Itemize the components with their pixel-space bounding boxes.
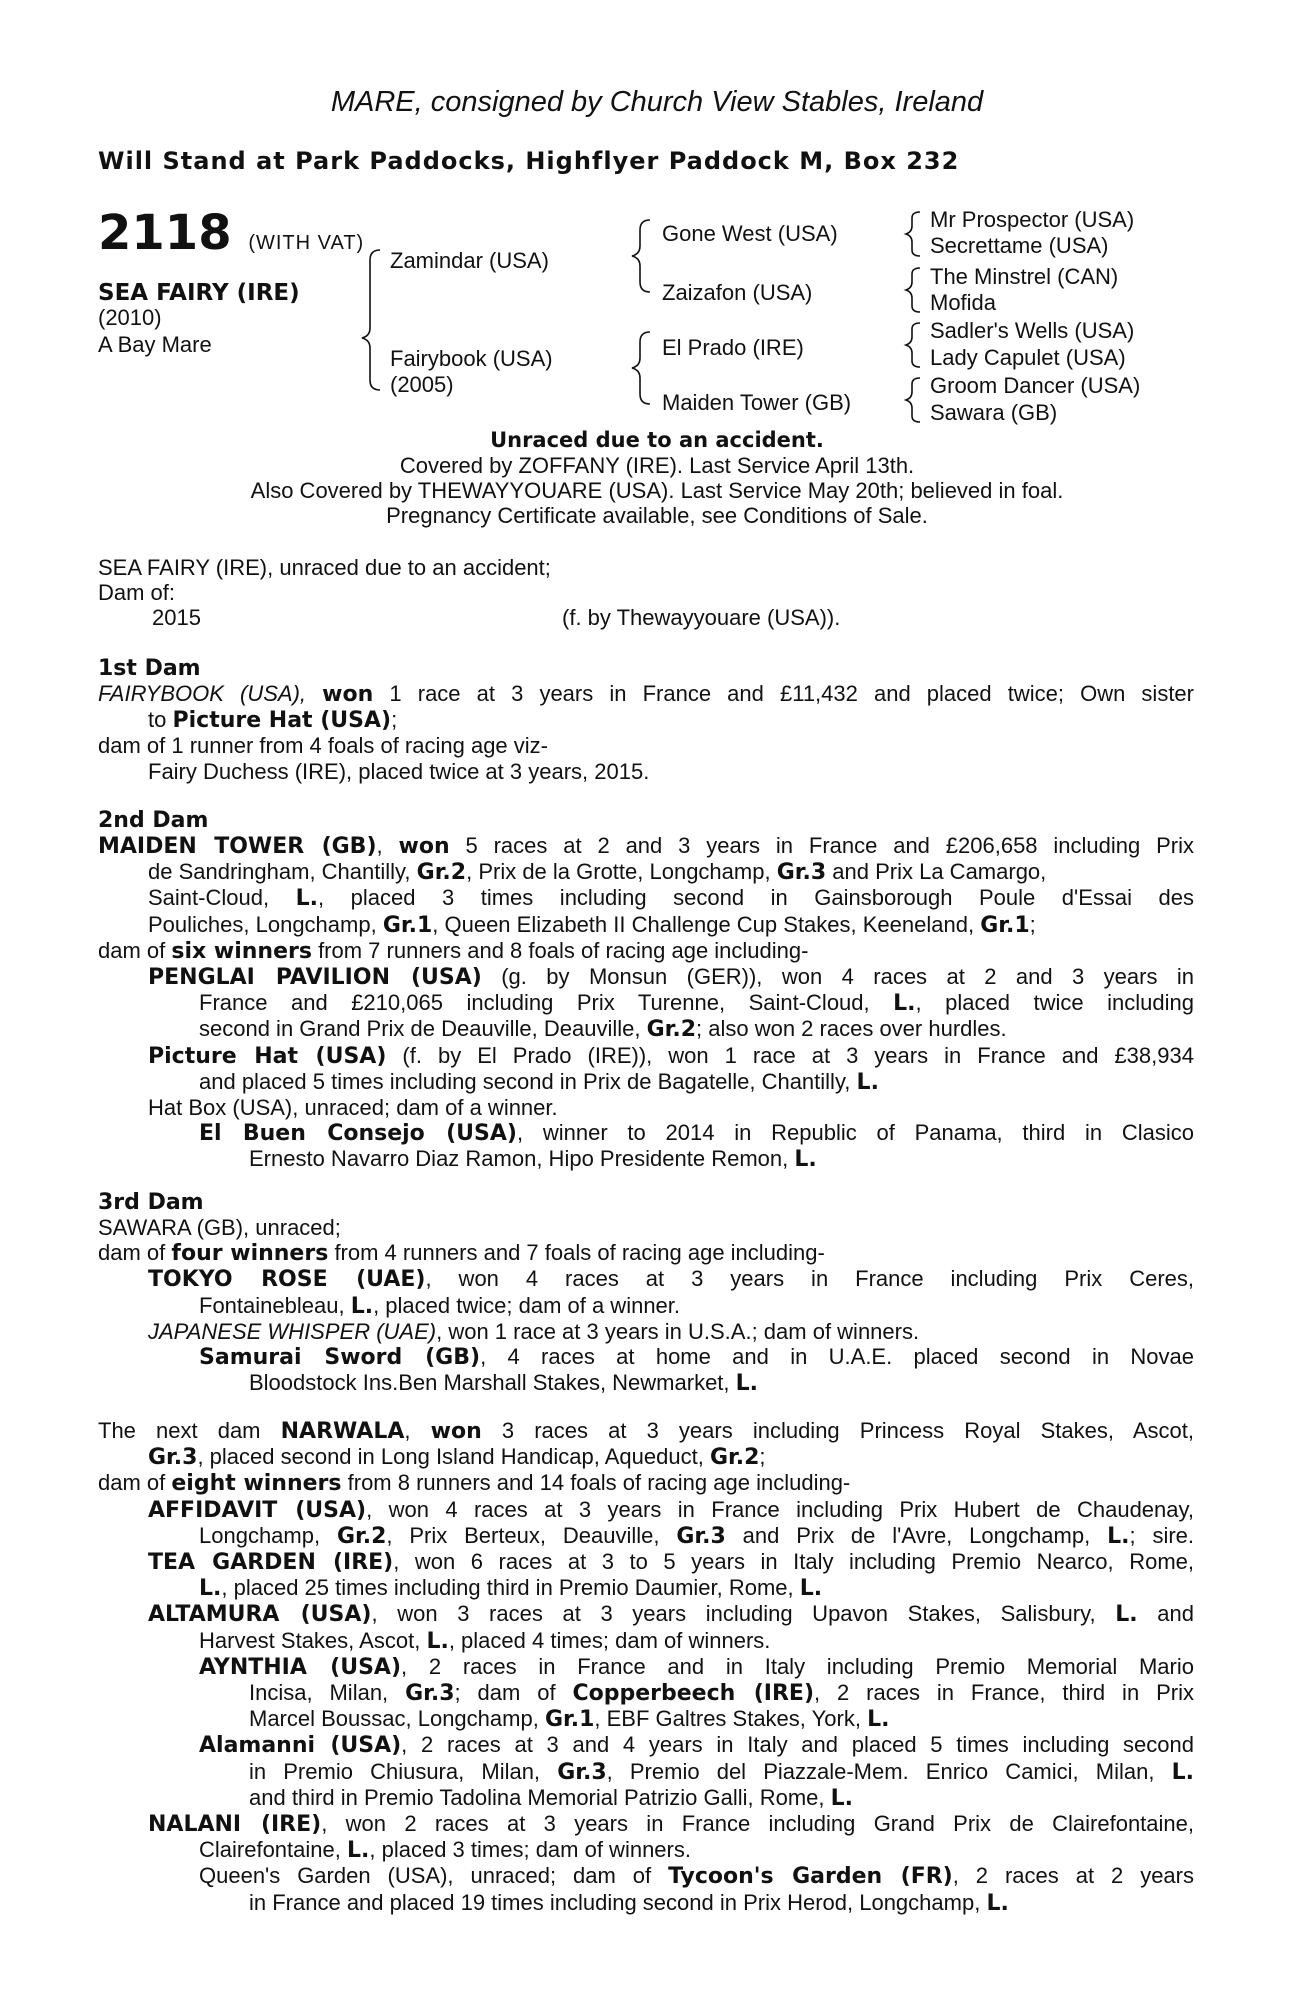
second-dam-line-4 (98, 912, 1194, 938)
sire: Zamindar (USA) (390, 248, 549, 273)
text: dam of (98, 1470, 166, 1496)
progeny-name: El Buen Consejo (USA) (199, 1121, 517, 1147)
text: , Premio del Piazzale-Mem. Enrico Camici, Milan, (606, 1758, 1155, 1784)
text: Fontainebleau, (199, 1292, 345, 1318)
won-label: won (398, 834, 450, 859)
listed: L. (347, 1838, 370, 1864)
text: in Premio Chiusura, Milan, (249, 1758, 541, 1784)
grade: Gr.3 (557, 1759, 607, 1785)
text: and placed 5 times including second in Prix de Bagatelle, Chantilly, (199, 1068, 851, 1094)
progeny-name: AYNTHIA (USA) (199, 1654, 402, 1680)
text: , Prix Berteux, Deauville, (386, 1522, 660, 1548)
consignor-title: MARE, consigned by Church View Stables, Ireland (330, 86, 984, 118)
dam-year: (2005) (390, 372, 454, 397)
text: , Prix de la Grotte, Longchamp, (466, 859, 771, 885)
horse-year: (2010) (98, 305, 162, 330)
sire-sire: Gone West (USA) (662, 221, 838, 246)
text: , won 1 race at 3 years in U.S.A.; dam of winners. (436, 1318, 920, 1344)
tokyo-rose-line-1 (98, 1266, 1194, 1292)
produce-line-2: Dam of: (98, 580, 176, 605)
queens-garden-line-1 (98, 1863, 1194, 1889)
grade: Gr.1 (544, 1707, 595, 1733)
text: Ernesto Navarro Diaz Ramon, Hipo Presidente Remon, (249, 1146, 789, 1172)
text: , 4 races at home and in U.A.E. placed second in Novae (480, 1344, 1194, 1370)
dam-dam: Maiden Tower (GB) (662, 390, 852, 415)
text: , won 4 races at 3 years in France including Prix Ceres, (425, 1266, 1194, 1292)
progeny-name: TOKYO ROSE (UAE) (148, 1267, 426, 1293)
text: ; sire. (1129, 1522, 1195, 1548)
stand-location: Will Stand at Park Paddocks, Highflyer Paddock M, Box 232 (98, 147, 960, 175)
listed: L. (426, 1628, 449, 1654)
listed: L. (199, 1576, 222, 1602)
listed: L. (1115, 1602, 1138, 1628)
text: , Queen Elizabeth II Challenge Cup Stakes, Keeneland, (432, 911, 975, 937)
grade: Gr.3 (148, 1445, 198, 1471)
progeny-name: ALTAMURA (USA) (148, 1602, 372, 1628)
text: , winner to 2014 in Republic of Panama, third in Clasico (516, 1120, 1195, 1146)
second-dam-title: 2nd Dam (98, 808, 209, 833)
alamanni-line-3 (98, 1785, 1194, 1811)
progeny-name: Alamanni (USA) (199, 1733, 402, 1759)
text: , placed 4 times; dam of winners. (448, 1627, 771, 1653)
winners-count: six winners (171, 938, 312, 964)
nalani-line-1 (98, 1811, 1194, 1837)
text: ; dam of (454, 1680, 556, 1706)
grade: Gr.2 (336, 1523, 387, 1549)
covered-note-1: Covered by ZOFFANY (IRE). Last Service April 13th. (399, 453, 915, 478)
punct: ; (759, 1444, 766, 1470)
pregnancy-note: Pregnancy Certificate available, see Conditions of Sale. (386, 503, 928, 528)
race-record: 1 race at 3 years in France and £11,432 and placed twice; Own sister (389, 681, 1194, 706)
text: France and £210,065 including Prix Turenne, Saint-Cloud, (199, 990, 870, 1016)
alamanni-line-1 (98, 1732, 1194, 1758)
first-dam-line-3: dam of 1 runner from 4 foals of racing age viz- (98, 733, 548, 759)
first-dam-line-4: Fairy Duchess (IRE), placed twice at 3 years, 2015. (148, 758, 650, 784)
text: 3 races at 3 years including Princess Royal Stakes, Ascot, (501, 1418, 1195, 1443)
text: second in Grand Prix de Deauville, Deauville, (199, 1016, 641, 1042)
text: , won 4 races at 3 years in France including Prix Hubert de Chaudenay, (366, 1496, 1194, 1522)
listed: L. (830, 1785, 854, 1811)
horse-name: SEA FAIRY (IRE) (98, 280, 300, 306)
horse-description: A Bay Mare (98, 332, 212, 357)
text: Incisa, Milan, (249, 1680, 389, 1706)
text: de Sandringham, Chantilly, (148, 859, 411, 885)
progeny-name: NALANI (IRE) (148, 1812, 322, 1838)
punct: ; (1029, 911, 1036, 937)
aynthia-line-2 (98, 1680, 1194, 1706)
hat-box-line: Hat Box (USA), unraced; dam of a winner. (148, 1095, 558, 1121)
text: from 4 runners and 7 foals of racing age including- (334, 1240, 825, 1266)
text: , placed 3 times; dam of winners. (369, 1837, 691, 1863)
text: dam of (98, 1240, 166, 1266)
text: Bloodstock Ins.Ben Marshall Stakes, Newmarket, (249, 1370, 730, 1396)
produce-line-1: SEA FAIRY (IRE), unraced due to an accident; (98, 555, 551, 580)
text: , won 2 races at 3 years in France including Grand Prix de Clairefontaine, (321, 1811, 1194, 1837)
text: The next dam (98, 1418, 261, 1443)
next-dam-line-1 (98, 1418, 1194, 1444)
ped-dds: Groom Dancer (USA) (930, 373, 1141, 398)
text: , 2 races in France and in Italy including Premio Memorial Mario (401, 1653, 1194, 1679)
third-dam-section (98, 1190, 1194, 1396)
text: from 7 runners and 8 foals of racing age including- (318, 937, 809, 963)
sire-dam: Zaizafon (USA) (662, 280, 813, 305)
punct: ; (391, 707, 398, 733)
listed: L. (856, 1069, 879, 1095)
produce-foal: (f. by Thewayyouare (USA)). (562, 605, 841, 630)
progeny-name: PENGLAI PAVILION (USA) (148, 965, 482, 991)
dam-name: MAIDEN TOWER (GB) (98, 834, 377, 859)
altamura-line-2 (98, 1628, 1194, 1654)
text: from 8 runners and 14 foals of racing age including- (347, 1470, 851, 1496)
unraced-note: Unraced due to an accident. (490, 428, 824, 452)
tea-garden-line-2 (98, 1575, 1194, 1601)
next-dam-section (98, 1418, 1194, 1916)
grade: Gr.2 (709, 1445, 760, 1471)
text: , won 3 races at 3 years including Upavon Stakes, Salisbury, (371, 1601, 1096, 1627)
picture-hat-line-1 (98, 1043, 1194, 1069)
first-dam-line-1 (98, 681, 1194, 707)
first-dam-line-2 (98, 707, 1194, 733)
listed: L. (735, 1371, 759, 1397)
listed: L. (350, 1293, 374, 1319)
second-dam-section (98, 808, 1194, 1173)
winners-count: eight winners (171, 1471, 342, 1497)
penglai-line-2 (98, 990, 1194, 1016)
queens-garden-line-2 (98, 1890, 1194, 1916)
text: Harvest Stakes, Ascot, (199, 1627, 421, 1653)
progeny-name: Samurai Sword (GB) (199, 1345, 481, 1371)
text: , placed 25 times including third in Premio Daumier, Rome, (221, 1575, 794, 1601)
won-label: won (430, 1419, 482, 1444)
ped-sds: The Minstrel (CAN) (930, 264, 1119, 289)
text: , 2 races at 3 and 4 years in Italy and placed 5 times including second (401, 1732, 1195, 1758)
listed: L. (1171, 1759, 1194, 1785)
penglai-line-3 (98, 1016, 1194, 1042)
next-dam-line-3 (98, 1470, 1194, 1496)
to-word: to (148, 707, 167, 733)
dam-name: NARWALA (280, 1419, 405, 1444)
grade: Gr.3 (676, 1523, 726, 1549)
text: and (1157, 1601, 1194, 1627)
grade: Gr.3 (405, 1681, 455, 1707)
text: (f. by El Prado (IRE)), won 1 race at 3 years in France and £38,934 (402, 1042, 1194, 1068)
picture-hat-line-2 (98, 1069, 1194, 1095)
text: , 2 races at 2 years (952, 1863, 1194, 1889)
ped-dsd: Lady Capulet (USA) (930, 345, 1126, 370)
text: Longchamp, (199, 1522, 321, 1548)
listed: L. (867, 1707, 890, 1733)
progeny-name: AFFIDAVIT (USA) (148, 1497, 367, 1523)
text: ; also won 2 races over hurdles. (696, 1016, 1007, 1042)
progeny-name: Tycoon's Garden (FR) (668, 1864, 953, 1890)
samurai-sword-line-2 (98, 1370, 1194, 1396)
second-dam-line-3 (98, 885, 1194, 911)
ped-dss: Sadler's Wells (USA) (930, 318, 1135, 343)
text: and third in Premio Tadolina Memorial Patrizio Galli, Rome, (249, 1784, 825, 1810)
listed: L. (1107, 1523, 1130, 1549)
race-record: 5 races at 2 and 3 years in France and £206,658 including Prix (465, 833, 1194, 858)
dam: Fairybook (USA) (390, 346, 553, 371)
listed: L. (794, 1147, 817, 1173)
lot-number: 2118 (98, 205, 232, 261)
alamanni-line-2 (98, 1759, 1194, 1785)
text: Pouliches, Longchamp, (148, 911, 377, 937)
tokyo-rose-line-2 (98, 1293, 1194, 1319)
won-label: won (322, 682, 374, 707)
text: dam of (98, 937, 166, 963)
text: , 2 races in France, third in Prix (814, 1680, 1194, 1706)
ped-ddd: Sawara (GB) (930, 400, 1058, 425)
ped-sss: Mr Prospector (USA) (930, 207, 1135, 232)
text: Saint-Cloud, (148, 885, 270, 911)
text: Marcel Boussac, Longchamp, (249, 1706, 539, 1732)
listed: L. (986, 1890, 1009, 1916)
text: in France and placed 19 times including second in Prix Herod, Longchamp, (249, 1889, 981, 1915)
progeny-name: TEA GARDEN (IRE) (148, 1550, 394, 1576)
vat-note: (WITH VAT) (248, 232, 365, 254)
text: (g. by Monsun (GER)), won 4 races at 2 and 3 years in (501, 964, 1194, 990)
el-buen-consejo-line-2 (98, 1146, 1194, 1172)
first-dam-section (98, 656, 1194, 784)
listed: L. (295, 886, 318, 912)
tea-garden-line-1 (98, 1549, 1194, 1575)
ped-sdd: Mofida (930, 290, 997, 315)
progeny-name: JAPANESE WHISPER (UAE) (148, 1318, 437, 1344)
text: , placed second in Long Island Handicap, Aqueduct, (197, 1444, 704, 1470)
affidavit-line-2 (98, 1523, 1194, 1549)
first-dam-title: 1st Dam (98, 656, 201, 681)
grade: Gr.1 (980, 912, 1030, 938)
text: , EBF Galtres Stakes, York, (594, 1706, 861, 1732)
ped-ssd: Secrettame (USA) (930, 233, 1109, 258)
el-buen-consejo-line-1 (98, 1120, 1194, 1146)
third-dam-title: 3rd Dam (98, 1190, 204, 1215)
text: Queen's Garden (USA), unraced; dam of (199, 1863, 652, 1889)
text: Clairefontaine, (199, 1837, 341, 1863)
next-dam-line-2 (98, 1444, 1194, 1470)
sister-name: Picture Hat (USA) (172, 708, 392, 734)
dam-sire: El Prado (IRE) (662, 335, 804, 360)
covered-note-2: Also Covered by THEWAYYOUARE (USA). Last Service May 20th; believed in foal. (250, 478, 1064, 503)
dam-name: FAIRYBOOK (USA), (98, 681, 307, 706)
samurai-sword-line-1 (98, 1344, 1194, 1370)
text: , placed twice including (915, 990, 1194, 1016)
listed: L. (893, 991, 916, 1017)
text: and Prix La Camargo, (832, 859, 1047, 885)
text: and Prix de l'Avre, Longchamp, (742, 1522, 1091, 1548)
text: , placed twice; dam of a winner. (373, 1292, 681, 1318)
second-dam-line-5 (98, 938, 1194, 964)
third-dam-line-1: SAWARA (GB), unraced; (98, 1215, 341, 1240)
progeny-name: Picture Hat (USA) (148, 1043, 387, 1069)
second-dam-line-1 (98, 833, 1194, 859)
punct: , (376, 833, 383, 858)
japanese-whisper-line (98, 1319, 1194, 1344)
grade: Gr.2 (416, 860, 467, 886)
grade: Gr.1 (382, 912, 433, 938)
text: , won 6 races at 3 to 5 years in Italy including Premio Nearco, Rome, (393, 1549, 1194, 1575)
nalani-line-2 (98, 1837, 1194, 1863)
penglai-line-1 (98, 964, 1194, 990)
aynthia-line-1 (98, 1654, 1194, 1680)
winners-count: four winners (171, 1241, 329, 1267)
text: , placed 3 times including second in Gainsborough Poule d'Essai des (318, 885, 1194, 911)
punct: , (404, 1418, 411, 1443)
progeny-name: Copperbeech (IRE) (572, 1681, 815, 1707)
listed: L. (799, 1576, 823, 1602)
grade: Gr.3 (776, 860, 827, 886)
third-dam-line-2 (98, 1240, 1194, 1266)
grade: Gr.2 (646, 1017, 697, 1043)
second-dam-line-2 (98, 859, 1194, 885)
altamura-line-1 (98, 1601, 1194, 1627)
affidavit-line-1 (98, 1497, 1194, 1523)
aynthia-line-3 (98, 1706, 1194, 1732)
produce-year: 2015 (152, 605, 201, 630)
